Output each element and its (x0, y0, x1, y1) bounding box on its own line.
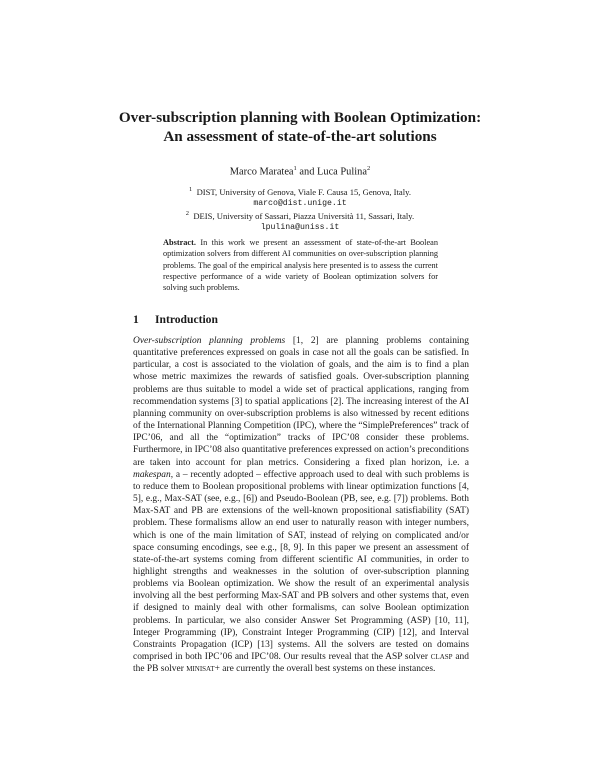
affiliation-2-text: DEIS, University of Sassari, Piazza Università 11, Sassari, Italy. (193, 210, 415, 221)
paper-title (100, 108, 500, 146)
affiliation-1-email: marco@dist.unige.it (253, 199, 347, 209)
affiliation-2-email: lpulina@uniss.it (260, 223, 340, 233)
title-line-2: An assessment of state-of-the-art solutions (163, 128, 437, 145)
author-1: Marco Maratea (229, 166, 294, 178)
abstract (163, 237, 438, 293)
title-line-1: Over-subscription planning with Boolean Optimization: (118, 109, 482, 126)
author-2: Luca Pulina (317, 166, 367, 178)
intro-text-2: , a – recently adopted – effective approach used to deal with such problems is to reduce them to Boolean propositional problems with linear optimization functions [4, 5], e.g., Max-SAT (see, e.g., [6]) and Pseudo-Boolean (PB, see, e.g. [7]) problems. Both Max-SAT and PB are extensions of the well-known propositional satisfiability (SAT) problem. These formalisms allow an end user to naturally reason with integer numbers, which is one of the main limitation of SAT, instead of relying on complicated and/or space consuming encodings, see e.g., [8, 9]. In this paper we present an assessment of state-of-the-art systems coming from different scientific AI communities, in order to highlight strengths and weaknesses in the solution of over-subscription planning problems via Boolean optimization. We show the result of an experimental analysis involving all the best performing Max-SAT and PB solvers and other systems that, even if designed to mainly deal with other formalisms, can solve Boolean optimization problems. In particular, we also consider Answer Set Programming (ASP) [10, 11], Integer Programming (IP), Constraint Integer Programming (CIP) [12], and Interval Constraints Propagation (ICP) [13] systems. All the solvers are tested on domains comprised in both IPC’06 and IPC’08. Our results reveal that the ASP solver (133, 469, 469, 663)
section-title: Introduction (155, 313, 218, 326)
abstract-text: In this work we present an assessment of state-of-the-art Boolean optimization solvers from different AI communities on over-subscription planning problems. The goal of the empirical analysis here presented is to assess the current respective performance of a wide variety of Boolean optimization solvers for solving such problems. (163, 238, 438, 293)
intro-text-1: [1, 2] are planning problems containing quantitative preferences expressed on goals in case not all the goals can be satisfied. In particular, a cost is associated to the violation of goals, and the aim is to find a plan whose metric maximizes the rewards of satisfied goals. Over-subscription planning problems are thus suitable to model a wide set of practical applications, ranging from recommendation systems [3] to spatial applications [2]. The increasing interest of the AI planning community on over-subscription problems is also witnessed by recent editions of the International Planning Competition (IPC), where the “SimplePreferences” track of IPC’06, and all the “optimization” tracks of IPC’08 consider these problems. Furthermore, in IPC’08 also quantitative preferences expressed on action’s preconditions are taken into account for plan metrics. Considering a fixed plan horizon, i.e. a (133, 336, 469, 468)
intro-text-4: are currently the overall best systems on these instances. (219, 664, 436, 675)
intro-makespan: makespan (133, 469, 171, 480)
intro-clasp: clasp (430, 652, 453, 663)
author-conjunction: and (299, 166, 315, 178)
author-list (100, 162, 500, 178)
affiliation-2 (100, 208, 500, 234)
affiliation-1-text: DIST, University of Genova, Viale F. Causa 15, Genova, Italy. (196, 186, 411, 197)
section-heading (133, 313, 218, 326)
affiliation-1 (100, 184, 500, 210)
intro-text-3: and the PB solver (133, 652, 469, 675)
author-1-sup: 1 (293, 165, 297, 172)
intro-italic-term: Over-subscription planning problems (133, 336, 286, 346)
section-number: 1 (133, 313, 139, 326)
abstract-label: Abstract. (163, 238, 196, 247)
affiliation-1-sup: 1 (189, 186, 193, 193)
affiliation-2-sup: 2 (185, 210, 190, 217)
intro-paragraph (133, 335, 469, 675)
author-2-sup: 2 (366, 165, 371, 172)
intro-minisat: minisat+ (186, 664, 220, 675)
